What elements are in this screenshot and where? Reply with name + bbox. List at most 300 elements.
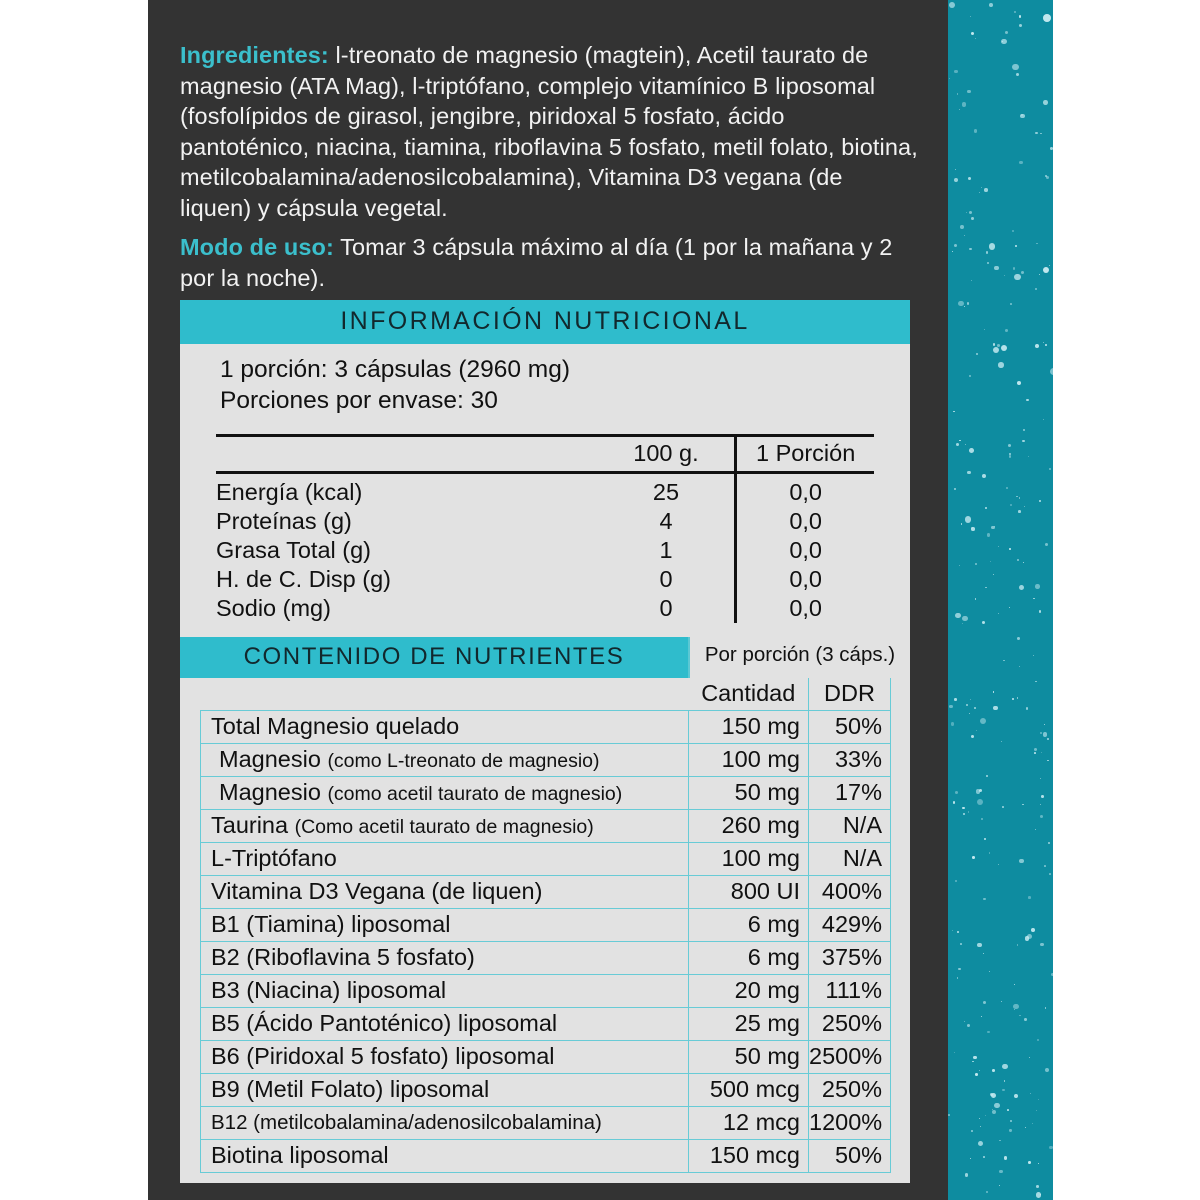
usage-paragraph (180, 232, 920, 293)
texture-speck (1039, 610, 1042, 613)
nutrient-row (201, 975, 891, 1008)
texture-speck (953, 801, 955, 803)
macro-cell-per100: 1 (598, 536, 736, 565)
texture-speck (965, 1173, 969, 1177)
nutrient-row (201, 876, 891, 909)
texture-speck (1035, 829, 1037, 831)
texture-speck (968, 177, 971, 180)
texture-speck (987, 262, 989, 264)
texture-speck (954, 488, 957, 491)
texture-speck (957, 931, 958, 932)
macro-cell-name: Grasa Total (g) (216, 537, 371, 563)
texture-speck (1009, 453, 1011, 455)
texture-speck (985, 587, 986, 588)
texture-speck (1021, 114, 1023, 116)
texture-speck (973, 1056, 977, 1060)
texture-speck (964, 1021, 965, 1022)
texture-speck (1009, 548, 1011, 550)
texture-speck (987, 533, 990, 536)
texture-speck (1049, 468, 1051, 470)
texture-speck (1019, 1015, 1020, 1016)
macro-row (216, 565, 874, 594)
texture-speck (1045, 543, 1048, 546)
texture-speck (955, 880, 957, 882)
texture-speck (954, 178, 958, 182)
texture-speck (1026, 707, 1029, 710)
texture-speck (1016, 496, 1017, 497)
macro-cell-per100: 0 (598, 594, 736, 623)
texture-speck (970, 16, 971, 17)
texture-speck (998, 546, 999, 547)
texture-speck (1001, 39, 1007, 45)
texture-speck (986, 1191, 989, 1194)
texture-speck (1006, 487, 1008, 489)
macro-cell-per100: 0 (598, 565, 736, 594)
texture-speck (989, 971, 990, 972)
ingredients-and-usage-copy (180, 40, 920, 293)
texture-speck (998, 362, 1004, 368)
nutrient-name: Total Magnesio quelado (201, 711, 689, 744)
nutrients-table-body (201, 711, 891, 1173)
nutrients-table-head (201, 678, 891, 711)
texture-speck (1030, 1093, 1031, 1094)
nutrient-name: B6 (Piridoxal 5 fosfato) liposomal (201, 1041, 689, 1074)
texture-speck (1012, 698, 1014, 700)
usage-label: Modo de uso: (180, 234, 334, 260)
texture-speck (1002, 1064, 1008, 1070)
texture-speck (1038, 1099, 1039, 1100)
texture-speck (1036, 1110, 1037, 1111)
texture-speck (952, 930, 953, 931)
texture-speck (1016, 73, 1019, 76)
macro-cell-name: Sodio (mg) (216, 595, 331, 621)
texture-speck (1028, 896, 1031, 899)
texture-speck (954, 1052, 955, 1053)
texture-speck (990, 561, 991, 562)
texture-speck (992, 1110, 996, 1114)
nutrient-amount: 500 mcg (689, 1074, 809, 1107)
texture-speck (1009, 1129, 1011, 1131)
macro-row (216, 473, 874, 508)
texture-speck (1051, 973, 1053, 976)
texture-speck (979, 1070, 980, 1071)
texture-speck (983, 1001, 986, 1004)
texture-speck (1040, 815, 1044, 819)
macro-row (216, 536, 874, 565)
nutrients-header-strip (180, 637, 910, 678)
texture-speck (1014, 984, 1015, 985)
texture-speck (948, 1114, 950, 1116)
nutrient-ddr: N/A (809, 810, 891, 843)
macro-cell-per-serving: 0,0 (789, 566, 822, 592)
texture-speck (1019, 585, 1024, 590)
nutrient-ddr: N/A (809, 843, 891, 876)
texture-speck (976, 353, 978, 355)
texture-speck (1023, 429, 1025, 431)
texture-speck (965, 444, 966, 445)
nutrient-ddr: 50% (809, 711, 891, 744)
nutrient-ddr: 2500% (809, 1041, 891, 1074)
texture-speck (1049, 1146, 1053, 1150)
texture-speck (994, 1103, 1000, 1109)
texture-speck (1014, 1009, 1016, 1011)
nutrient-row (201, 711, 891, 744)
texture-speck (987, 1031, 989, 1033)
nutrients-per-serving-header: Por porción (3 cáps.) (688, 637, 910, 678)
texture-speck (979, 1118, 980, 1119)
texture-speck (976, 730, 977, 731)
texture-speck (979, 192, 981, 194)
texture-speck (1019, 666, 1020, 667)
nutrient-name: B2 (Riboflavina 5 fosfato) (201, 942, 689, 975)
macro-cell-per100: 4 (598, 507, 736, 536)
texture-speck (1035, 344, 1040, 349)
texture-speck (991, 526, 995, 530)
texture-speck (1012, 64, 1019, 71)
texture-speck (986, 775, 988, 777)
texture-speck (1049, 265, 1050, 266)
texture-speck (949, 2, 955, 8)
texture-speck (1050, 147, 1053, 150)
nutrition-title-band: INFORMACIÓN NUTRICIONAL (180, 300, 910, 344)
texture-speck (1010, 504, 1012, 506)
texture-speck (1040, 732, 1043, 735)
texture-speck (962, 623, 963, 624)
nutrient-ddr: 375% (809, 942, 891, 975)
texture-speck (1048, 842, 1050, 844)
texture-speck (1010, 1120, 1012, 1122)
texture-speck (960, 225, 964, 229)
texture-speck (1036, 243, 1038, 245)
texture-speck (1043, 100, 1048, 105)
macro-table-body (216, 473, 874, 624)
nutrient-ddr: 1200% (809, 1107, 891, 1140)
nutrients-header-blank (201, 678, 689, 711)
texture-speck (960, 943, 962, 945)
nutrients-header-row (201, 678, 891, 711)
texture-speck (1014, 274, 1021, 281)
texture-speck (981, 1016, 982, 1017)
texture-speck (964, 235, 965, 236)
nutrient-name: B1 (Tiamina) liposomal (201, 909, 689, 942)
nutrient-name: B9 (Metil Folato) liposomal (201, 1074, 689, 1107)
texture-speck (1026, 399, 1028, 401)
nutrient-amount: 50 mg (689, 777, 809, 810)
texture-speck (1024, 1018, 1027, 1021)
texture-speck (1004, 275, 1005, 276)
texture-speck (1019, 161, 1022, 164)
texture-speck (967, 302, 970, 305)
texture-speck (999, 1170, 1003, 1174)
texture-speck (1014, 1094, 1018, 1098)
texture-speck (1035, 132, 1038, 135)
nutrition-facts-card (180, 300, 910, 1183)
texture-speck (1017, 381, 1021, 385)
texture-speck (1034, 752, 1036, 754)
texture-speck (964, 306, 965, 307)
texture-speck (968, 811, 970, 813)
texture-speck (1013, 267, 1016, 270)
nutrient-name: Taurina (Como acetil taurato de magnesio) (201, 810, 689, 843)
nutrient-name-qualifier: (como acetil taurato de magnesio) (327, 783, 623, 805)
texture-speck (997, 344, 1000, 347)
texture-speck (993, 691, 995, 693)
texture-speck (972, 856, 975, 859)
texture-speck (971, 1130, 973, 1132)
texture-speck (1040, 943, 1044, 947)
texture-speck (1015, 245, 1017, 247)
texture-speck (1032, 1123, 1033, 1124)
texture-speck (999, 1185, 1000, 1186)
texture-speck (1019, 859, 1024, 864)
texture-speck (969, 448, 974, 453)
texture-speck (1002, 1089, 1004, 1091)
usage-text: Tomar 3 cápsula máximo al día (1 por la mañana y 2 por la noche). (180, 234, 893, 291)
nutrient-row (201, 1008, 891, 1041)
texture-speck (1043, 267, 1049, 273)
nutrient-ddr: 17% (809, 777, 891, 810)
ingredients-text: l-treonato de magnesio (magtein), Acetil taurato de magnesio (ATA Mag), l-triptófano, complejo vitamínico B liposomal (fosfolípidos de girasol, jengibre, piridoxal 5 fosfato, ácido pantoténico, niacina, tiamina, riboflavina 5 fosfato, metil folato, biotina, metilcobalamina/adenosilcobalamina), Vitamina D3 vegana (de liquen) y cápsula vegetal. (180, 42, 918, 221)
texture-speck (1012, 230, 1014, 232)
nutrient-name: Magnesio (como acetil taurato de magnesio) (201, 777, 689, 810)
texture-speck (1017, 697, 1018, 698)
texture-speck (1014, 11, 1017, 14)
nutrients-header-amount: Cantidad (689, 678, 809, 711)
texture-speck (975, 1073, 978, 1076)
nutrient-ddr: 429% (809, 909, 891, 942)
nutrient-row (201, 1074, 891, 1107)
teal-texture-band (948, 0, 1053, 1200)
texture-speck (1036, 1185, 1039, 1188)
texture-speck (1049, 873, 1051, 875)
nutrient-amount: 150 mg (689, 711, 809, 744)
texture-speck (1018, 510, 1021, 513)
texture-speck (1045, 344, 1048, 347)
texture-speck (984, 188, 988, 192)
nutrient-amount: 20 mg (689, 975, 809, 1008)
texture-speck (1041, 795, 1044, 798)
texture-speck (1019, 15, 1022, 18)
texture-speck (1017, 559, 1019, 561)
texture-speck (998, 613, 999, 614)
texture-speck (998, 864, 1000, 866)
nutrient-name-qualifier: (como L-treonato de magnesio) (327, 750, 600, 772)
nutrient-name: Magnesio (como L-treonato de magnesio) (201, 744, 689, 777)
nutrients-table (200, 678, 891, 1173)
macro-cell-per-serving: 0,0 (789, 595, 822, 621)
nutrient-row (201, 810, 891, 843)
macro-table (216, 434, 874, 623)
texture-speck (961, 523, 962, 524)
texture-speck (983, 898, 986, 901)
texture-speck (984, 329, 985, 330)
texture-speck (1033, 598, 1035, 600)
texture-speck (1031, 928, 1035, 932)
texture-speck (966, 212, 967, 213)
nutrient-row (201, 744, 891, 777)
texture-speck (1028, 456, 1029, 457)
texture-speck (989, 3, 993, 7)
texture-speck (985, 1115, 987, 1117)
texture-speck (955, 613, 961, 619)
texture-speck (1040, 133, 1042, 135)
macro-header-row (216, 436, 874, 473)
texture-speck (967, 90, 971, 94)
texture-speck (1005, 329, 1009, 333)
texture-speck (970, 699, 971, 700)
macro-cell-per-serving: 0,0 (789, 479, 822, 505)
texture-speck (1021, 271, 1024, 274)
texture-speck (1044, 724, 1045, 725)
texture-speck (967, 1024, 970, 1027)
texture-speck (999, 1140, 1001, 1142)
texture-speck (965, 516, 972, 523)
texture-speck (1025, 1127, 1026, 1128)
texture-speck (1044, 865, 1046, 867)
texture-speck (1009, 607, 1010, 608)
texture-speck (1008, 444, 1011, 447)
texture-speck (1019, 497, 1021, 499)
texture-speck (949, 705, 953, 709)
texture-speck (1019, 24, 1022, 27)
texture-speck (1004, 1080, 1005, 1081)
texture-speck (962, 807, 965, 810)
texture-speck (969, 248, 972, 251)
texture-speck (963, 813, 964, 814)
texture-speck (969, 211, 972, 214)
macro-row (216, 507, 874, 536)
texture-speck (1023, 562, 1024, 563)
texture-speck (969, 375, 971, 377)
texture-speck (1010, 303, 1012, 305)
texture-speck (1037, 1039, 1039, 1041)
texture-speck (954, 70, 958, 74)
nutrient-row (201, 777, 891, 810)
nutrient-row (201, 942, 891, 975)
texture-speck (971, 735, 974, 738)
nutrient-amount: 260 mg (689, 810, 809, 843)
texture-speck (981, 818, 983, 820)
texture-speck (959, 565, 960, 566)
ingredients-paragraph (180, 40, 920, 223)
texture-speck (1001, 345, 1007, 351)
texture-speck (1034, 748, 1037, 751)
texture-speck (1029, 1057, 1031, 1059)
texture-speck (1005, 31, 1008, 34)
nutrient-amount: 100 mg (689, 843, 809, 876)
texture-speck (969, 713, 970, 714)
texture-speck (984, 838, 986, 840)
nutrient-row (201, 909, 891, 942)
texture-speck (977, 943, 981, 947)
nutrient-name: L-Triptófano (201, 843, 689, 876)
texture-speck (1047, 760, 1049, 762)
texture-speck (1035, 681, 1037, 683)
nutrient-ddr: 250% (809, 1074, 891, 1107)
texture-speck (993, 574, 994, 575)
texture-speck (1025, 936, 1030, 941)
texture-speck (952, 251, 953, 252)
texture-speck (1009, 455, 1012, 458)
serving-info (180, 344, 910, 420)
macro-cell-name: H. de C. Disp (g) (216, 566, 391, 592)
texture-speck (994, 266, 999, 271)
texture-speck (982, 621, 985, 624)
texture-speck (972, 1061, 974, 1063)
texture-speck (1038, 1163, 1039, 1164)
texture-speck (982, 474, 987, 479)
texture-speck (955, 169, 956, 170)
texture-speck (983, 1156, 985, 1158)
nutrient-name: Biotina liposomal (201, 1140, 689, 1173)
texture-speck (978, 1141, 983, 1146)
servings-per-container: Porciones por envase: 30 (220, 387, 498, 414)
texture-speck (1028, 1161, 1031, 1164)
texture-speck (1003, 660, 1004, 661)
macro-cell-name: Energía (kcal) (216, 479, 363, 505)
texture-speck (971, 280, 972, 281)
texture-speck (1033, 655, 1034, 656)
texture-speck (966, 704, 968, 706)
texture-speck (975, 38, 976, 39)
nutrient-amount: 6 mg (689, 909, 809, 942)
texture-speck (1035, 584, 1040, 589)
nutrient-amount: 150 mcg (689, 1140, 809, 1173)
texture-speck (1022, 804, 1024, 806)
texture-speck (1036, 1192, 1041, 1197)
nutrient-name: Vitamina D3 Vegana (de liquen) (201, 876, 689, 909)
texture-speck (959, 440, 961, 442)
texture-speck (949, 78, 950, 79)
texture-speck (1043, 14, 1051, 22)
texture-speck (1001, 1001, 1002, 1002)
texture-speck (985, 507, 987, 509)
nutrients-section-title: CONTENIDO DE NUTRIENTES (180, 637, 688, 678)
nutrient-row (201, 843, 891, 876)
macro-row (216, 594, 874, 623)
macro-header-per-serving: 1 Porción (736, 436, 874, 473)
texture-speck (1002, 806, 1004, 808)
texture-speck (993, 706, 997, 710)
serving-size: 1 porción: 3 cápsulas (2960 mg) (220, 356, 570, 383)
macro-table-wrapper (180, 420, 910, 631)
texture-speck (974, 129, 978, 133)
texture-speck (958, 301, 963, 306)
nutrient-ddr: 111% (809, 975, 891, 1008)
texture-speck (957, 977, 959, 979)
texture-speck (992, 1069, 995, 1072)
ingredients-label: Ingredientes: (180, 42, 329, 68)
nutrient-ddr: 400% (809, 876, 891, 909)
texture-speck (1024, 506, 1025, 507)
texture-speck (980, 1126, 981, 1127)
macro-cell-per-serving: 0,0 (789, 508, 822, 534)
nutrient-row (201, 1107, 891, 1140)
texture-speck (1043, 342, 1044, 343)
texture-speck (975, 598, 977, 600)
texture-speck (1035, 288, 1038, 291)
texture-speck (983, 953, 984, 954)
nutrients-header-ddr: DDR (809, 678, 891, 711)
nutrient-amount: 25 mg (689, 1008, 809, 1041)
nutrient-ddr: 50% (809, 1140, 891, 1173)
texture-speck (975, 563, 977, 565)
texture-speck (959, 109, 961, 111)
texture-speck (1004, 1156, 1008, 1160)
texture-speck (962, 616, 968, 622)
texture-speck (958, 968, 961, 971)
texture-speck (1050, 368, 1053, 375)
